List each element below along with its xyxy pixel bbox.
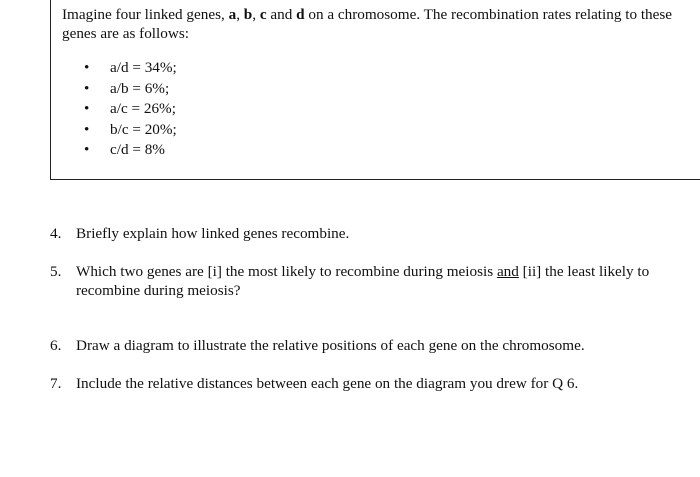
rate-text: a/c = 26%; [110, 100, 176, 117]
rate-text: c/d = 8% [110, 141, 165, 158]
question-text-part: [ii] the least likely to recombine during meiosis? [76, 263, 650, 299]
question-text: Include the relative distances between each gene on the diagram you drew for Q 6. [76, 375, 579, 392]
question-5 [50, 262, 695, 300]
rate-item-ab [51, 79, 177, 100]
rate-item-ad [51, 58, 177, 79]
bullet-icon: • [84, 141, 90, 158]
question-7 [50, 374, 695, 393]
bullet-icon: • [84, 59, 90, 76]
question-number: 4. [50, 225, 62, 242]
question-text-part: Which two genes are [i] the most likely to recombine during meiosis [76, 263, 497, 280]
bullet-icon: • [84, 120, 90, 138]
question-text [76, 262, 695, 300]
intro-separator: , [236, 6, 244, 23]
question-number: 5. [50, 263, 62, 280]
intro-paragraph [62, 5, 692, 43]
intro-separator: and [266, 6, 297, 23]
intro-text-start: Imagine four linked genes, [62, 6, 229, 23]
question-4 [50, 224, 695, 243]
rate-text: a/b = 6%; [110, 79, 170, 97]
rate-item-bc [51, 120, 177, 141]
bullet-icon: • [84, 79, 90, 97]
gene-d: d [296, 6, 305, 23]
question-text: Briefly explain how linked genes recombine. [76, 225, 350, 242]
rate-text: b/c = 20%; [110, 120, 177, 138]
gene-a: a [228, 6, 237, 23]
bullet-icon: • [84, 100, 90, 117]
intro-separator: , [252, 6, 260, 23]
question-6 [50, 336, 695, 355]
rate-item-ac [51, 99, 177, 120]
underlined-word: and [496, 263, 519, 280]
recombination-rates-list [51, 58, 177, 161]
rate-text: a/d = 34%; [110, 59, 177, 76]
intro-text-end: on a chromosome. The recombination rates relating to these genes are as follows: [62, 6, 673, 42]
gene-c: c [259, 6, 267, 23]
gene-b: b [243, 6, 253, 23]
question-text: Draw a diagram to illustrate the relative positions of each gene on the chromosome. [76, 337, 585, 354]
rate-item-cd [51, 140, 177, 161]
question-number: 7. [50, 375, 62, 392]
question-context-box [50, 0, 700, 180]
question-number: 6. [50, 337, 62, 354]
